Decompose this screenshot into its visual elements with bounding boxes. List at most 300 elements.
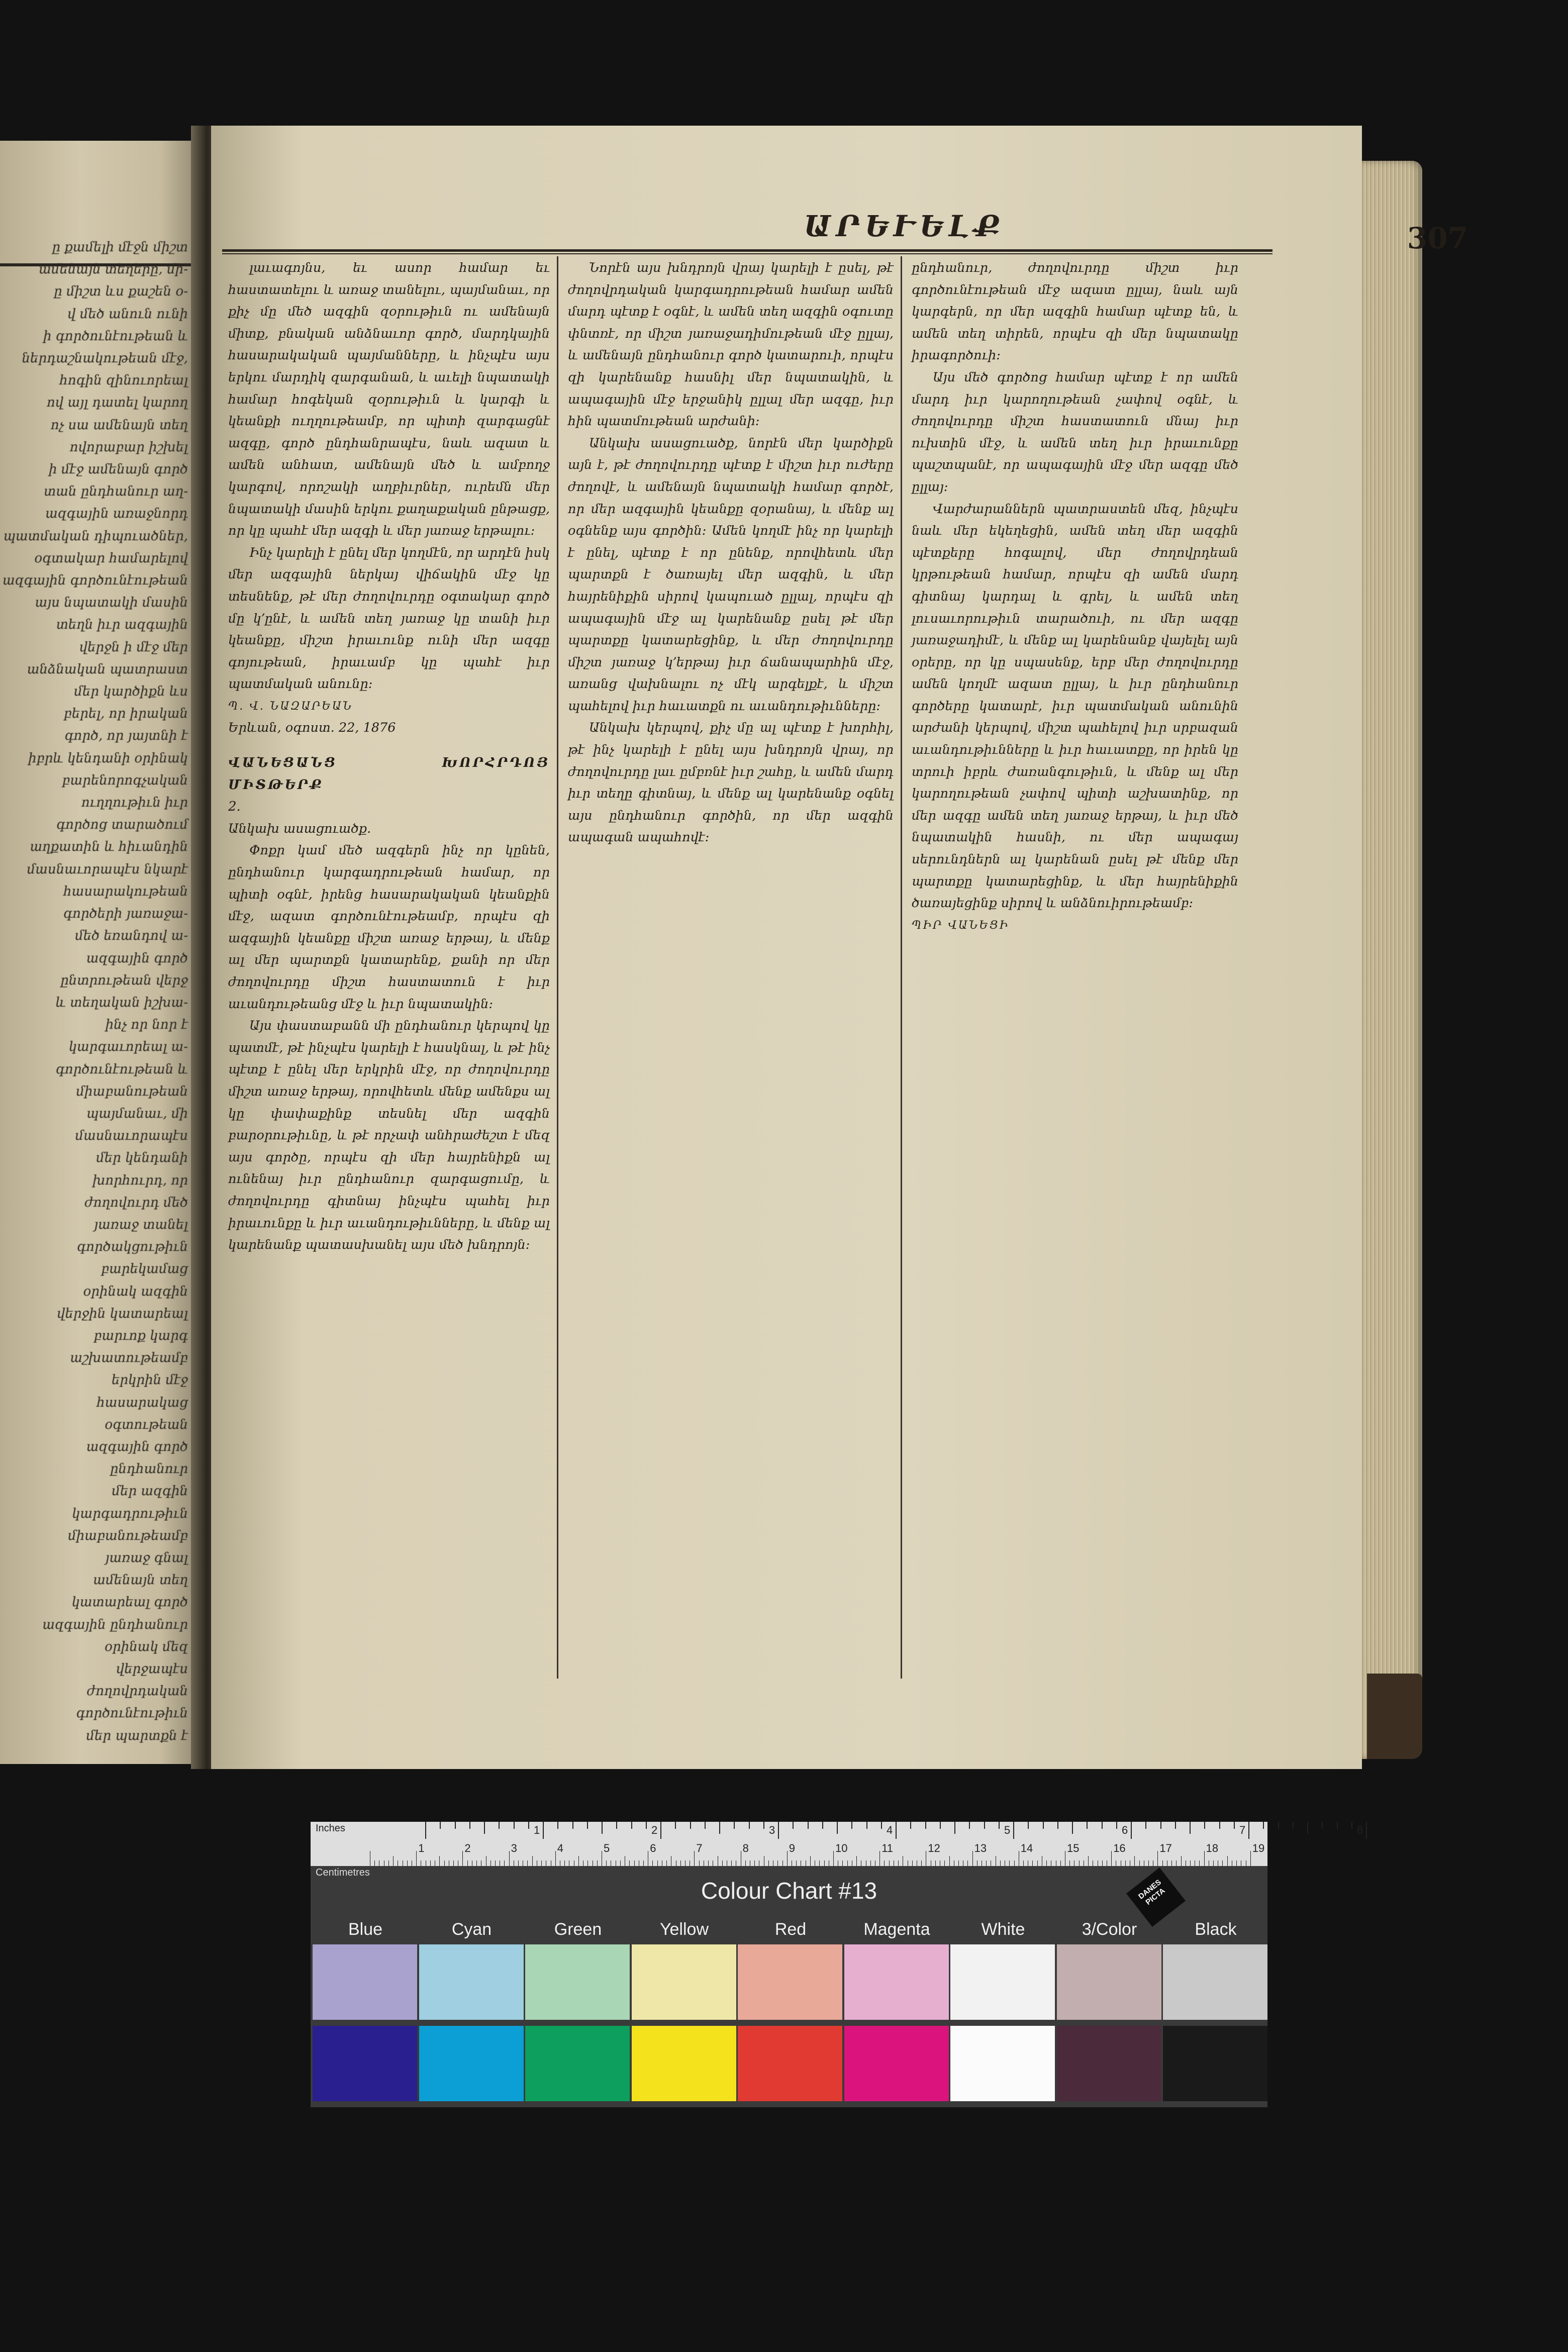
cm-label: 9 (789, 1842, 796, 1854)
left-page-line: պատմական դիպուածներ, (3, 528, 188, 544)
cm-tick (476, 1860, 477, 1866)
cm-tick (1088, 1856, 1089, 1866)
cm-tick (1079, 1860, 1080, 1866)
inch-tick (896, 1822, 897, 1839)
inch-label: 2 (651, 1824, 658, 1836)
swatch-light-red (738, 1944, 842, 2020)
swatch-dark-green (525, 2026, 630, 2101)
inch-tick (925, 1822, 926, 1829)
swatch-label-green: Green (554, 1920, 602, 1939)
cm-tick (1190, 1860, 1191, 1866)
left-page-line: աղքատին և հիւանդին (30, 839, 188, 855)
cm-tick (1222, 1860, 1223, 1866)
cm-tick (1060, 1860, 1061, 1866)
col2-paragraph: Անկախ կերպով, քիչ մը ալ պէտք է խորհիլ, թէ ինչ կարելի է ընել այս խնդրոյն վրայ, որ ժողովուրդը լաւ ըմբռնէ իւր շահը, և ամեն մարդ իւր տեղը գիտնայ, և մենք ալ կարենանք օգնել այս ընդհանուր գործին, որ մեր ազգին ապագան ապահովէ։ (568, 720, 894, 845)
inch-tick (1219, 1822, 1220, 1829)
inch-tick (1057, 1822, 1058, 1829)
cm-tick (407, 1860, 408, 1866)
cm-tick (1037, 1860, 1038, 1866)
inch-tick (690, 1822, 691, 1829)
left-page-line: օրինակ մեզ (105, 1639, 188, 1654)
cm-tick (833, 1851, 834, 1866)
open-book (0, 126, 1468, 1769)
danes-picta-logo: DANES PICTA (1126, 1868, 1186, 1927)
left-page-line: ազգային գործ (86, 950, 188, 966)
cm-tick (564, 1860, 565, 1866)
cm-tick (1236, 1860, 1237, 1866)
left-page-line: մասնաւորապէս նկարէ (27, 861, 188, 877)
section-subheading: Անկախ ասացուածք. (228, 821, 371, 836)
cm-tick (1181, 1856, 1182, 1866)
cm-label: 4 (557, 1842, 564, 1854)
left-page-line: ազգային առաջնորդ (45, 506, 188, 522)
cm-tick (842, 1860, 843, 1866)
inch-tick (705, 1822, 706, 1829)
cm-tick (504, 1860, 505, 1866)
inch-tick (969, 1822, 970, 1829)
section-heading: ՎԱՆԵՑԱՆՑ ԽՈՐՀՐԴՈՅ ՄԻՏԹԵՐՔ (228, 755, 550, 793)
cm-tick (541, 1860, 542, 1866)
cm-label: 11 (881, 1842, 894, 1854)
col3-paragraph: Այս մեծ գործոց համար պէտք է որ ամեն մարդ իւր կարողութեան չափով օգնէ, և ժողովուրդը միշտ հաստատուն մնայ իւր ուխտին մէջ, և ամեն տեղ իւր իրաւունքը պաշտպանէ, որ ապագային մէջ մեր ազգը մեծ ըլլայ։ (912, 369, 1238, 495)
inch-label: 6 (1122, 1824, 1128, 1836)
cm-tick (1069, 1860, 1070, 1866)
left-page-line: հասարակաց (96, 1395, 188, 1410)
cm-tick (439, 1856, 440, 1866)
swatch-dark-blue (313, 2026, 417, 2101)
cm-tick (652, 1860, 653, 1866)
inch-tick (557, 1822, 558, 1829)
swatch-dark-yellow (632, 2026, 736, 2101)
inch-tick (499, 1822, 500, 1829)
cm-tick (680, 1860, 681, 1866)
cm-tick (777, 1860, 778, 1866)
cm-tick (768, 1860, 769, 1866)
cm-tick (1009, 1860, 1010, 1866)
running-head: ԱՐԵՒԵԼՔ (804, 209, 1006, 243)
cm-tick (708, 1860, 709, 1866)
left-page-line: և տեղական իշխա- (55, 995, 188, 1010)
cm-label: 10 (835, 1842, 848, 1854)
cm-label: 19 (1252, 1842, 1265, 1854)
inch-tick (514, 1822, 515, 1829)
cm-tick (1139, 1860, 1140, 1866)
cm-tick (986, 1860, 987, 1866)
cm-tick (416, 1851, 417, 1866)
col1-paragraph: Այս փաստաբանն մի ընդհանուր կերպով կը պատմէ, թէ ինչպէս կարելի է հասկնալ, և թէ ինչ պէտք է ընել մեր երկրին մէջ, որ ժողովուրդը միշտ առաջ երթայ, որովհետև մենք ամենքս ալ կը փափաքինք տեսնել մեր ազգին բարօրութիւնը, և թէ որչափ անհրաժեշտ է մեզ այս գործը, որպէս զի մեր հայրենիքն ալ ունենայ իւր ընդհանուր զարգացումը, և ժողովուրդը գիտնայ ինչպէս պահել իւր իրաւունքը և իւր աւանդութիւնները, և մենք ալ կարենանք պատասխանել այս մեծ խնդրոյն։ (228, 1018, 550, 1253)
left-page-line: ով այլ դատել կարող (47, 395, 188, 411)
column-1 (228, 257, 550, 1256)
cm-tick (889, 1860, 890, 1866)
cm-tick (578, 1856, 579, 1866)
col2-paragraph: Նորէն այս խնդրոյն վրայ կարելի է ըսել, թէ ժողովրդական կարգադրութեան համար ամեն մարդ պէտք է օգնէ, և ամեն տեղ ազգին օգուտը փնտռէ, որ միշտ յառաջադիմութեան մէջ ըլլայ, և ամենայն ընդհանուր գործ կատարուի, որպէս զի կարենանք հասնիլ մեր նպատակին, և ապագային մէջ երջանիկ ըլլալ մեր ազգը, իւր հին պատմութեան արժանի։ (568, 260, 894, 429)
inch-tick (484, 1822, 485, 1834)
inch-tick (808, 1822, 809, 1829)
cm-tick (921, 1860, 922, 1866)
cm-label: 14 (1020, 1842, 1033, 1854)
cm-tick (884, 1860, 885, 1866)
cm-tick (620, 1860, 621, 1866)
inch-tick (1278, 1822, 1279, 1829)
inch-label: 1 (534, 1824, 540, 1836)
left-page-line: օրինակ ազգին (83, 1284, 188, 1299)
left-page-line: ժողովրդական (86, 1684, 188, 1699)
cm-tick (462, 1851, 463, 1866)
inch-tick (1072, 1822, 1073, 1834)
colour-chart-title: Colour Chart #13 (701, 1878, 877, 1904)
cm-tick (699, 1860, 700, 1866)
left-page-line: տան ընդհանուր աղ- (44, 484, 188, 500)
cm-tick (972, 1851, 973, 1866)
cm-tick (745, 1860, 746, 1866)
cm-tick (555, 1851, 556, 1866)
cm-tick (1157, 1851, 1158, 1866)
cm-tick (1162, 1860, 1163, 1866)
swatch-dark-magenta (844, 2026, 949, 2101)
cm-tick (935, 1860, 936, 1866)
left-page-line: գործունէութեան և (55, 1061, 188, 1077)
left-page-line: անձնական պատրաստ (27, 661, 188, 677)
left-page-line: այս նպատակի մասին (35, 595, 188, 611)
inch-tick (602, 1822, 603, 1834)
cm-tick (967, 1860, 968, 1866)
inch-label: 7 (1239, 1824, 1246, 1836)
left-page-line: բարւոք կարգ (93, 1328, 188, 1343)
left-page-line: հոգին զինուորեալ (59, 373, 188, 388)
cm-tick (1000, 1860, 1001, 1866)
left-page-line: մեր կենդանի (95, 1150, 188, 1166)
cm-tick (532, 1856, 533, 1866)
swatch-label-white: White (981, 1920, 1025, 1939)
inch-tick (778, 1822, 779, 1839)
cm-tick (787, 1851, 788, 1866)
cm-tick (949, 1856, 950, 1866)
left-page-line: հասարակութեան (63, 884, 188, 899)
inch-tick (660, 1822, 661, 1839)
inch-tick (616, 1822, 617, 1829)
cm-tick (393, 1856, 394, 1866)
cm-tick (1213, 1860, 1214, 1866)
inch-tick (1102, 1822, 1103, 1829)
left-page-line: գործունէութիւն (76, 1706, 188, 1721)
swatch-light-green (525, 1944, 630, 2020)
ruler (311, 1822, 1363, 1866)
left-page-line: մեր պարտքն է (86, 1728, 188, 1743)
inch-tick (455, 1822, 456, 1829)
swatch-light-3-color (1057, 1944, 1161, 2020)
cm-tick (1111, 1851, 1112, 1866)
inch-tick (822, 1822, 823, 1829)
cm-tick (810, 1856, 811, 1866)
col3-paragraph: Վարժարաններն պատրաստեն մեզ, ինչպէս նաև մեր եկեղեցին, ամեն տեղ մեր ազգին պէտքերը հոգալով, մեր ժողովրդեան կրթութեան համար, որպէս զի ամեն մարդ գիտնայ կարդալ և գրել, և ամեն տեղ լուսաւորութիւն տարածուի, ու մեր ազգը յառաջադիմէ, և մենք ալ կարենանք վայելել այն օրերը, որ կը սպասենք, երբ մեր ժողովուրդը ամեն կողմէ ազատ ըլլայ, և իւր ընդհանուր գործերը կատարէ, իւր պատմական անունին արժանի կերպով, միշտ պահելով իւր սրբազան աւանդութիւնները և իւր հաւատքը, որ իրեն կը տրուի իբրև ժառանգութիւն, և մենք ալ մեր կարողութեան չափով պիտի աշխատինք, որ մեր ազգը ամեն տեղ յառաջ երթայ, և իւր մեծ նպատակին հասնի, ու մեր ապագայ սերունդներն ալ կարենան ըսել թէ մենք մեր պարտքը կատարեցինք, և մեր հայրենիքին ծառայեցինք սիրով և անձնուիրութեամբ։ (912, 501, 1238, 911)
swatch-light-white (950, 1944, 1055, 2020)
inch-tick (675, 1822, 676, 1829)
swatch-label-red: Red (774, 1920, 807, 1939)
swatch-dark-3-color (1057, 2026, 1161, 2101)
inch-tick (1043, 1822, 1044, 1829)
page-edges (1352, 161, 1422, 1759)
inch-tick (1366, 1822, 1367, 1839)
col2-paragraph: Անկախ ասացուածք, նորէն մեր կարծիքն այն է, թէ ժողովուրդը պէտք է միշտ իւր ուժերը ժողովէ, և ամենայն նպատակի համար գործէ, որ մեր ազգային կեանքը զօրանայ, և մենք ալ օգնենք այս գործին։ Ամեն կողմէ ինչ որ կարելի է ընել, պէտք է որ ընենք, որովհետև մեր պարտքն է ծառայել մեր ազգին, և մեր հայրենիքին սիրով կապուած ըլլալ, որպէս զի ապագային մէջ ալ կարենանք ըսել թէ մեր պարտքը կատարեցինք, և մեր ժողովուրդը միշտ յառաջ կ՚երթայ իւր ճանապարհին մէջ, առանց վախնալու ոչ մէկ արգելքէ, և միշտ պահելով իւր հաւատքն ու աւանդութիւնները։ (568, 435, 894, 714)
inch-tick (440, 1822, 441, 1829)
cm-tick (444, 1860, 445, 1866)
cm-tick (606, 1860, 607, 1866)
left-page-line: ինչ որ նոր է (105, 1017, 188, 1033)
left-page-line: գործերի յառաջա- (63, 906, 188, 922)
cm-label: 6 (650, 1842, 656, 1854)
left-page-line: մեր ազգին (112, 1484, 188, 1499)
inch-tick (984, 1822, 985, 1829)
left-page-line: յառաջ տանել (94, 1217, 188, 1232)
cm-tick (1199, 1860, 1200, 1866)
inch-tick (763, 1822, 764, 1829)
inch-label: 8 (1357, 1824, 1363, 1836)
swatch-label-blue: Blue (348, 1920, 383, 1939)
col1-paragraph: լաւագոյնս, եւ ասոր համար եւ հաստատելու և առաջ տանելու, պայմանաւ, որ քիչ մը մեծ ազգին զօրութիւն ու ամենայն միտք, բնական անձնաւոր գործ, մարդկային հասարակական պայմանները, և ինչպէս այս երկու մարդիկ զարգանան, և աւելի նպատակի համար հոգեկան զօրութիւն և կարգի և կեանքի ուղղութեամբ, որ պիտի զարգացնէ ազգը, գործ ընդհանրապէս, նաև ազատ և ամեն անհատ, ամենայն մեծ և ամբողջ կարգով, որոշակի աղբիւրներ, ուրեմն մեր նպատակի մասին երկու քաղաքական ընթացք, որ կը պահէ մեր ազգի և մեր յառաջ երթալու։ (228, 260, 550, 539)
col3-signature: ՊԻՐ ՎԱՆԵՑԻ (912, 919, 1010, 932)
col1-paragraph: Ինչ կարելի է ընել մեր կողմէն, որ արդէն իսկ մեր ազգային ներկայ վիճակին մէջ կը տեսնենք, թէ մեր ժողովուրդը օգտակար գործ մը կ՚ընէ, և ամեն տեղ յառաջ կը տանի իւր կեանքը, միշտ իրաւունք ունի մեր ազգը գոյութեան, իրաւամբ կը պահէ իւր պատմական անունը։ (228, 545, 550, 692)
left-page-line: կարգաւորեալ ա- (68, 1039, 188, 1055)
swatch-label-3-color: 3/Color (1082, 1920, 1137, 1939)
left-page-line: ժողովուրդ մեծ (84, 1195, 188, 1210)
inch-tick (734, 1822, 735, 1829)
left-page-line: մեծ եռանդով ա- (75, 928, 188, 944)
inch-tick (1263, 1822, 1264, 1829)
cm-label: 12 (928, 1842, 940, 1854)
cm-tick (898, 1860, 899, 1866)
cm-tick (912, 1860, 913, 1866)
cm-tick (1102, 1860, 1103, 1866)
cm-label: 15 (1067, 1842, 1080, 1854)
inch-tick (1145, 1822, 1146, 1829)
cm-tick (467, 1860, 468, 1866)
swatch-light-cyan (419, 1944, 524, 2020)
inch-tick (999, 1822, 1000, 1829)
cm-tick (796, 1860, 797, 1866)
inch-tick (1116, 1822, 1117, 1829)
left-page-line: մասնաւորապէս (75, 1128, 188, 1144)
inch-tick (1175, 1822, 1176, 1829)
cm-label: 18 (1206, 1842, 1219, 1854)
cm-label: 13 (974, 1842, 987, 1854)
cm-label: 3 (511, 1842, 517, 1854)
inch-tick (1248, 1822, 1249, 1839)
inch-tick (1322, 1822, 1323, 1829)
cm-tick (1023, 1860, 1024, 1866)
page-number: 307 (1407, 221, 1468, 255)
inch-tick (572, 1822, 573, 1829)
left-page-line: վերջին կատարեալ (57, 1306, 188, 1321)
left-page-line: կարգադրութիւն (72, 1506, 188, 1521)
inch-tick (1307, 1822, 1308, 1834)
inch-tick (1160, 1822, 1161, 1829)
col3-paragraph: ընդհանուր, ժողովուրդը միշտ իւր գործունէութեան մէջ ազատ ըլլայ, նաև այն կարգերն, որ մեր ազգին համար պէտք են, և ամեն տեղ տիրեն, որպէս զի մեր նպատակը իրագործուի։ (912, 260, 1238, 363)
left-page-line: ուղղութիւն իւր (81, 795, 188, 811)
left-page-line: ամենայն տեղերը, մի- (39, 262, 188, 277)
ruler-centimetres-label: Centimetres (316, 1867, 370, 1878)
left-page-line: ոչ սա ամենայն տեղ (50, 417, 188, 433)
left-page-line: օգտակար համարելով (34, 550, 188, 566)
left-page-line: ազգային գործ (86, 1439, 188, 1454)
inch-tick (587, 1822, 588, 1829)
cm-label: 1 (418, 1842, 425, 1854)
cm-tick (1227, 1856, 1228, 1866)
cm-tick (944, 1860, 945, 1866)
inch-tick (1131, 1822, 1132, 1839)
cm-tick (694, 1851, 695, 1866)
cm-tick (509, 1851, 510, 1866)
left-page-line: միաբանութեամբ (68, 1528, 188, 1543)
col1-signature: Պ. Վ. ՆԱԶԱՐԵԱՆ (228, 700, 353, 713)
inch-tick (940, 1822, 941, 1829)
left-page-line: ամենայն տեղ (93, 1573, 188, 1588)
cm-tick (430, 1860, 431, 1866)
cm-tick (958, 1860, 959, 1866)
cm-tick (643, 1860, 644, 1866)
inch-tick (793, 1822, 794, 1829)
left-page-line: ի մէջ ամենայն գործ (48, 462, 188, 477)
column-3 (912, 257, 1238, 936)
inch-tick (1351, 1822, 1352, 1829)
inch-tick (1293, 1822, 1294, 1829)
cm-tick (1032, 1860, 1033, 1866)
left-page (0, 141, 201, 1764)
inch-tick (719, 1822, 720, 1834)
cm-tick (1125, 1860, 1126, 1866)
cm-tick (847, 1860, 848, 1866)
left-page-line: օգտութեան (105, 1417, 188, 1432)
left-page-line: միաբանութեան (76, 1084, 188, 1099)
left-page-line: ազգային ընդհանուր (42, 1617, 188, 1632)
left-page-line: ներդաշնակութեան մէջ, (22, 351, 188, 366)
col1-dateline: Երևան, օգոստ. 22, 1876 (228, 720, 396, 736)
column-divider-2 (901, 256, 902, 1679)
left-page-text (0, 236, 191, 1747)
left-page-line: կատարեալ գործ (71, 1595, 188, 1610)
left-page-line: վերջապէս (116, 1661, 188, 1677)
left-page-line: երկրին մէջ (111, 1373, 188, 1388)
inch-tick (851, 1822, 852, 1829)
left-page-line: գործոց տարածում (56, 817, 188, 833)
swatch-light-magenta (844, 1944, 949, 2020)
cm-tick (587, 1860, 588, 1866)
left-page-line: խորհուրդ, որ (92, 1172, 188, 1188)
cm-label: 5 (604, 1842, 610, 1854)
inch-tick (954, 1822, 955, 1834)
cm-tick (1134, 1856, 1135, 1866)
left-page-line: աշխատութեամբ (70, 1350, 188, 1366)
inch-tick (910, 1822, 911, 1829)
inch-tick (837, 1822, 838, 1834)
cm-tick (1171, 1860, 1172, 1866)
cm-label: 8 (742, 1842, 749, 1854)
cm-label: 2 (464, 1842, 471, 1854)
swatch-labels (311, 1920, 1267, 1940)
ruler-inches-label: Inches (316, 1823, 345, 1834)
swatch-dark-cyan (419, 2026, 524, 2101)
swatch-dark-red (738, 2026, 842, 2101)
col1-paragraph: Փոքր կամ մեծ ազգերն ինչ որ կընեն, ընդհանուր կարգադրութեան համար, որ պիտի օգնէ, իրենց հասարակական կեանքին մէջ, ազատ գործունէութեամբ, որպէս զի ազգային կեանքը միշտ առաջ երթայ, և մենք ալ մեր պարտքն կատարենք, քանի որ մեր ժողովուրդը միշտ հաստատուն է իւր աւանդութեանց մէջ և իւր նպատակին։ (228, 843, 550, 1012)
left-page-line: իբրև կենդանի օրինակ (28, 750, 188, 766)
inch-tick (1337, 1822, 1338, 1829)
cm-tick (1250, 1851, 1251, 1866)
cm-tick (657, 1860, 658, 1866)
cm-tick (629, 1860, 630, 1866)
left-page-line: ը միշտ ևս քաշեն օ- (54, 284, 188, 300)
cm-tick (856, 1856, 857, 1866)
left-page-line: բերել, որ իրական (63, 706, 188, 722)
cm-tick (722, 1860, 723, 1866)
left-page-line: ը քամելի մէջն միշտ (52, 240, 188, 255)
inch-tick (528, 1822, 529, 1829)
left-page-line: ընտրութեան վերջ (60, 972, 188, 988)
inch-tick (425, 1822, 426, 1839)
section-number: 2. (228, 799, 241, 815)
left-page-line: վ մեծ անուն ունի (67, 306, 188, 322)
inch-tick (631, 1822, 632, 1829)
cm-tick (527, 1860, 528, 1866)
inch-tick (881, 1822, 882, 1829)
cm-tick (819, 1860, 820, 1866)
inch-label: 4 (887, 1824, 893, 1836)
inch-tick (469, 1822, 470, 1829)
cm-tick (1148, 1860, 1149, 1866)
swatch-light-blue (313, 1944, 417, 2020)
inch-tick (1234, 1822, 1235, 1829)
cm-tick (388, 1860, 389, 1866)
cm-tick (1014, 1860, 1015, 1866)
colour-chart (311, 1822, 1363, 2107)
swatch-dark-white (950, 2026, 1055, 2101)
column-2 (568, 257, 894, 849)
header-rule (222, 249, 1272, 252)
cm-tick (1046, 1860, 1047, 1866)
left-page-line: վերջն ի մէջ մեր (79, 639, 188, 655)
column-divider-1 (557, 256, 558, 1679)
left-page-line: բարեկամաց (101, 1261, 188, 1277)
swatch-label-magenta: Magenta (863, 1920, 930, 1939)
cm-tick (870, 1860, 871, 1866)
inch-tick (1028, 1822, 1029, 1829)
inch-tick (646, 1822, 647, 1829)
left-page-line: տեղն իւր ազգային (56, 617, 188, 633)
cm-tick (879, 1851, 880, 1866)
left-page-line: գործակցութիւն (77, 1239, 188, 1255)
left-page-line: ի գործունէութեան և (43, 328, 188, 344)
cm-tick (374, 1860, 375, 1866)
left-page-line: մեր կարծիքն ևս (74, 684, 188, 700)
cm-tick (495, 1860, 496, 1866)
cm-label: 16 (1113, 1842, 1126, 1854)
inch-tick (1204, 1822, 1205, 1829)
header-rule-thin (222, 253, 1272, 254)
cm-tick (1176, 1860, 1177, 1866)
left-page-line: ազգային գործունէութեան (2, 573, 188, 589)
inch-tick (749, 1822, 750, 1829)
cm-tick (824, 1860, 825, 1866)
inch-tick (543, 1822, 544, 1839)
cm-tick (518, 1860, 519, 1866)
left-page-line: ովորաբար իշխել (69, 439, 188, 455)
swatch-light-yellow (632, 1944, 736, 2020)
right-page (211, 126, 1468, 1769)
swatch-label-black: Black (1195, 1920, 1237, 1939)
inch-tick (866, 1822, 867, 1829)
swatch-label-yellow: Yellow (659, 1920, 709, 1939)
cm-tick (597, 1860, 598, 1866)
left-page-line: ընդհանուր (110, 1461, 188, 1477)
cm-tick (1204, 1851, 1205, 1866)
